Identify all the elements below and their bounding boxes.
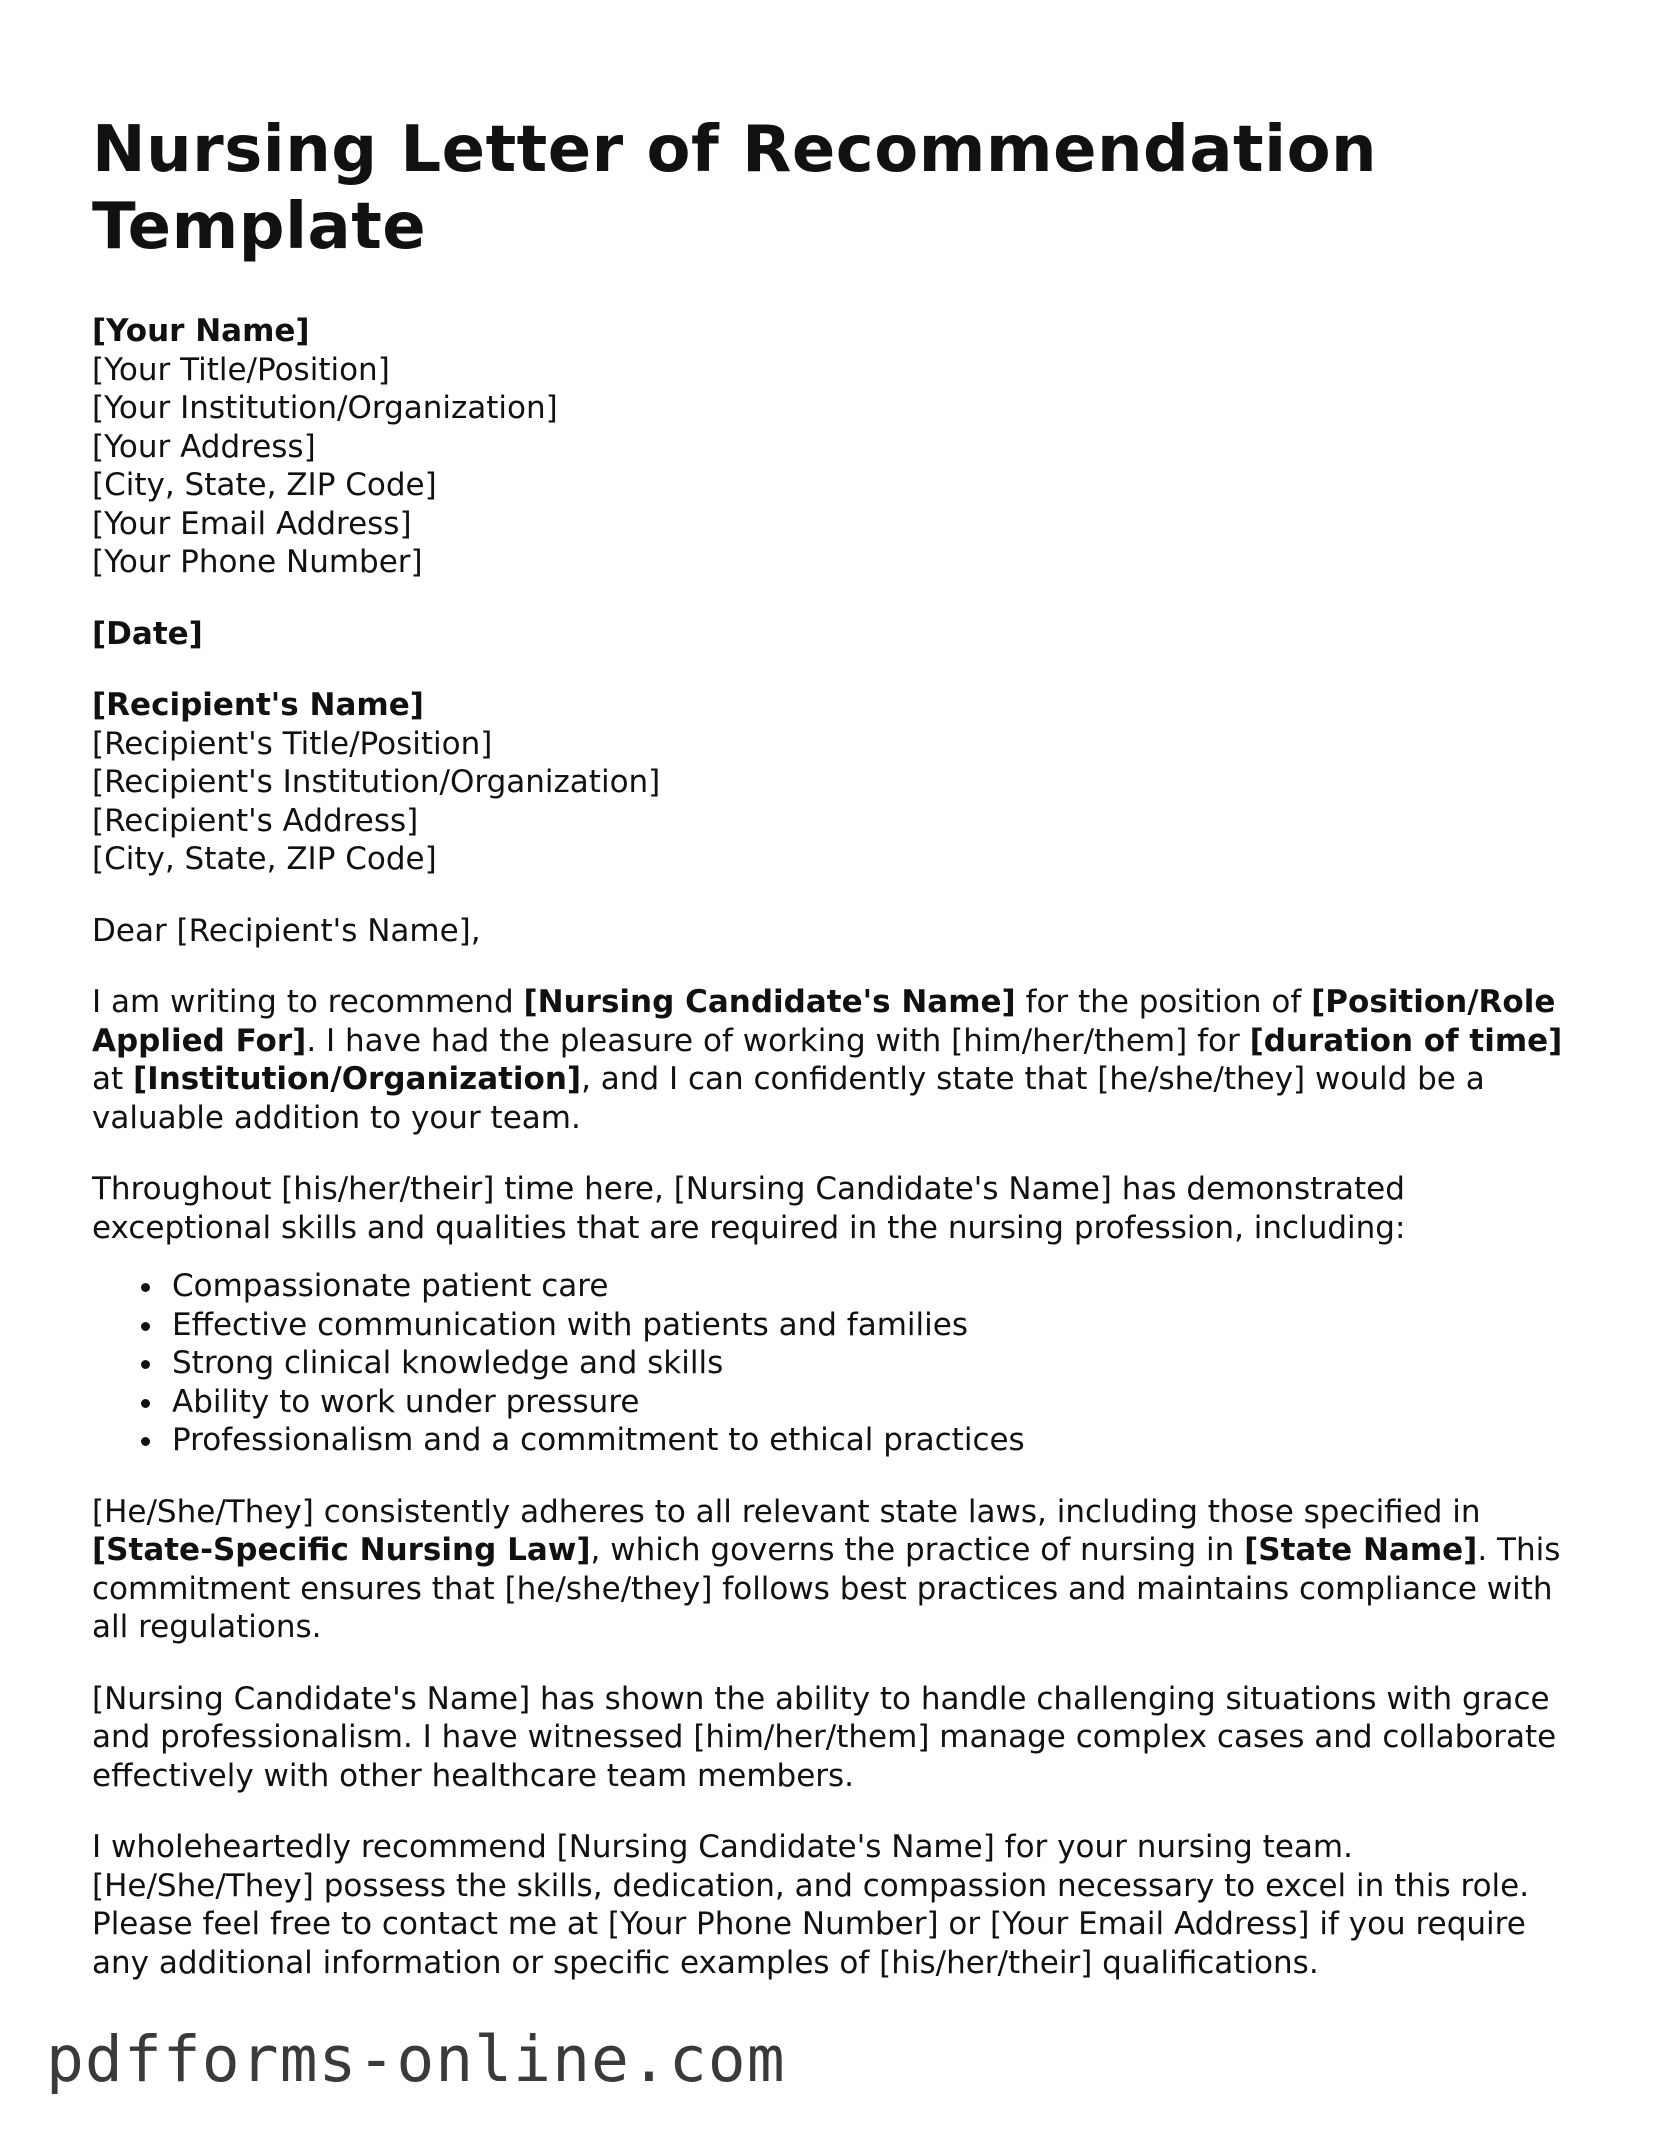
candidate-name-field: [Nursing Candidate's Name] (523, 984, 1016, 1020)
letter-date: [Date] (92, 615, 203, 652)
recipient-block (92, 686, 1582, 879)
recipient-address: [Recipient's Address] (92, 802, 419, 839)
sender-address: [Your Address] (92, 428, 316, 465)
institution-field: [Institution/Organization] (133, 1061, 582, 1097)
sender-block (92, 312, 1582, 582)
sender-name: [Your Name] (92, 313, 310, 349)
sender-phone: [Your Phone Number] (92, 544, 423, 580)
p1-text-5: , and I can confidently state that [he/she/they] would be a valuable addition to your team. (92, 1061, 1485, 1136)
list-item: Compassionate patient care (172, 1267, 1582, 1306)
p3-text-3: . This commitment ensures that [he/she/they] follows best practices and maintains compliance with all regulations. (92, 1532, 1561, 1645)
letter-page (92, 112, 1582, 2015)
paragraph-state-law (92, 1493, 1582, 1647)
paragraph-challenges: [Nursing Candidate's Name] has shown the ability to handle challenging situations with grace and professionalism. I have witnessed [him/her/them] manage complex cases and collaborate effectively with other healthcare team members. (92, 1680, 1557, 1794)
p3-text-1: [He/She/They] consistently adheres to all relevant state laws, including those specified in (92, 1493, 1481, 1530)
sender-title: [Your Title/Position] (92, 351, 390, 388)
sender-city-state-zip: [City, State, ZIP Code] (92, 467, 437, 503)
sender-email: [Your Email Address] (92, 505, 412, 542)
p1-text-3: . I have had the pleasure of working with [him/her/them] for (306, 1022, 1250, 1059)
duration-field: [duration of time] (1249, 1022, 1563, 1059)
recipient-title: [Recipient's Title/Position] (92, 725, 493, 762)
salutation: Dear [Recipient's Name], (92, 912, 481, 949)
date-block (92, 615, 1582, 654)
state-name-field: [State Name] (1244, 1532, 1478, 1568)
position-field: [Position/Role Applied For] (92, 984, 1556, 1059)
p1-text-4: at (92, 1061, 134, 1097)
recipient-name: [Recipient's Name] (92, 687, 424, 723)
list-item: Ability to work under pressure (172, 1383, 1582, 1422)
state-law-field: [State-Specific Nursing Law] (92, 1532, 591, 1568)
paragraph-closing: I wholeheartedly recommend [Nursing Candidate's Name] for your nursing team. [He/She/They] possess the skills, dedication, and compassion necessary to excel in this role. Please feel free to contact me at [Your Phone Number] or [Your Email Address] if you require any additional information or specific examples of [his/her/their] qualifications. (92, 1829, 1530, 1981)
p3-text-2: , which governs the practice of nursing in (590, 1532, 1245, 1568)
sender-institution: [Your Institution/Organization] (92, 390, 558, 426)
p1-text-2: for the position of (1015, 984, 1312, 1020)
page-title: Nursing Letter of Recommendation Template (92, 113, 1378, 264)
paragraph-recommendation-intro (92, 983, 1582, 1137)
paragraph-qualities-intro: Throughout [his/her/their] time here, [Nursing Candidate's Name] has demonstrated exceptional skills and qualities that are required in the nursing profession, including: (92, 1171, 1406, 1246)
list-item: Strong clinical knowledge and skills (172, 1344, 1582, 1383)
site-watermark: pdfforms-online.com (46, 2023, 786, 2096)
p1-text-1: I am writing to recommend (92, 984, 524, 1020)
recipient-institution: [Recipient's Institution/Organization] (92, 764, 661, 800)
recipient-city-state-zip: [City, State, ZIP Code] (92, 841, 437, 877)
list-item: Professionalism and a commitment to ethical practices (172, 1421, 1582, 1460)
list-item: Effective communication with patients and families (172, 1306, 1582, 1345)
qualities-list (92, 1267, 1582, 1460)
